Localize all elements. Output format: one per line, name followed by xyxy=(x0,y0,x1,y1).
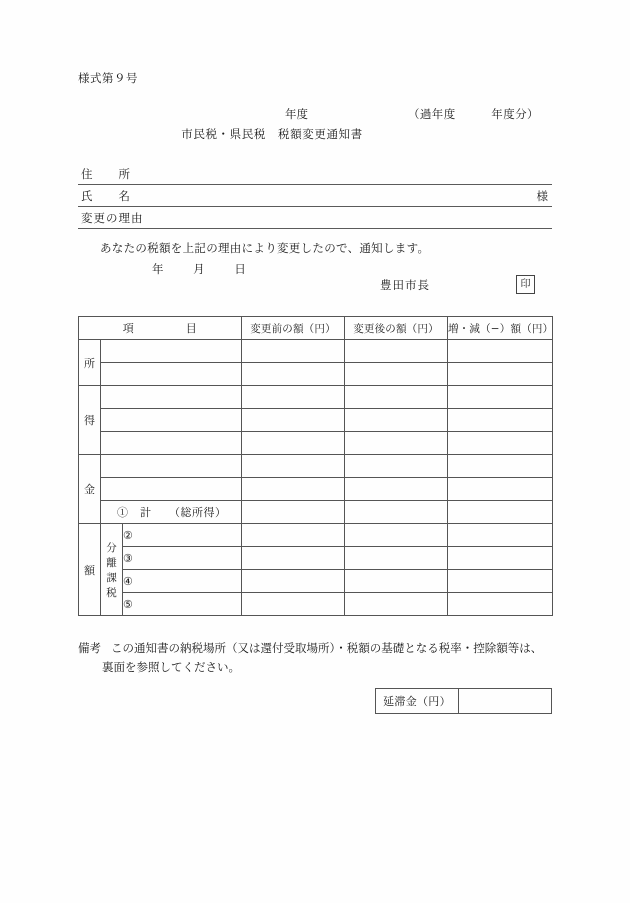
diff-cell[interactable] xyxy=(448,363,553,386)
tax-change-table xyxy=(78,316,553,616)
diff-cell[interactable] xyxy=(448,547,553,570)
separate-tax-char-3: 課 xyxy=(106,571,117,584)
before-cell[interactable] xyxy=(242,363,345,386)
after-cell[interactable] xyxy=(345,455,448,478)
before-cell[interactable] xyxy=(242,547,345,570)
item-cell[interactable] xyxy=(101,386,242,409)
vertical-label-toku: 得 xyxy=(79,386,101,455)
item-cell[interactable] xyxy=(101,455,242,478)
remarks-label: 備考 xyxy=(78,641,101,655)
item-cell[interactable] xyxy=(101,363,242,386)
diff-cell[interactable] xyxy=(448,570,553,593)
item-cell[interactable] xyxy=(101,478,242,501)
separate-row-label: ④ xyxy=(123,570,242,593)
header-item-left: 項 xyxy=(122,322,135,335)
diff-cell[interactable] xyxy=(448,432,553,455)
remarks-line-1: この通知書の納税場所（又は還付受取場所）・税額の基礎となる税率・控除額等は、 xyxy=(111,641,543,655)
penalty-value-cell[interactable] xyxy=(459,689,552,714)
after-cell[interactable] xyxy=(345,524,448,547)
after-cell[interactable] xyxy=(345,432,448,455)
vertical-label-kin: 金 xyxy=(79,455,101,524)
before-cell[interactable] xyxy=(242,570,345,593)
after-cell[interactable] xyxy=(345,593,448,616)
before-cell[interactable] xyxy=(242,593,345,616)
item-cell[interactable] xyxy=(101,409,242,432)
diff-cell[interactable] xyxy=(448,386,553,409)
header-item xyxy=(79,317,242,340)
name-field[interactable] xyxy=(78,186,552,207)
after-cell[interactable] xyxy=(345,478,448,501)
total-before-cell[interactable] xyxy=(242,501,345,524)
header-item-right: 目 xyxy=(185,322,198,335)
penalty-table xyxy=(375,688,552,714)
after-cell[interactable] xyxy=(345,570,448,593)
table-row xyxy=(79,455,553,478)
separate-tax-label xyxy=(101,524,123,616)
fiscal-year-label: 年度 xyxy=(285,107,308,121)
diff-cell[interactable] xyxy=(448,593,553,616)
penalty-row xyxy=(376,689,552,714)
header-after: 変更後の額（円） xyxy=(345,317,448,340)
separate-tax-row xyxy=(79,593,553,616)
total-diff-cell[interactable] xyxy=(448,501,553,524)
before-cell[interactable] xyxy=(242,409,345,432)
issuer-name: 豊田市長 xyxy=(380,278,430,292)
diff-cell[interactable] xyxy=(448,340,553,363)
total-after-cell[interactable] xyxy=(345,501,448,524)
total-label: ① 計 （総所得） xyxy=(101,501,242,524)
penalty-label: 延滞金（円） xyxy=(376,689,459,714)
after-cell[interactable] xyxy=(345,409,448,432)
header-diff: 増・減（−）額（円） xyxy=(448,317,553,340)
address-label: 住 所 xyxy=(81,167,131,181)
vertical-label-gaku: 額 xyxy=(79,524,101,616)
table-row xyxy=(79,363,553,386)
after-cell[interactable] xyxy=(345,547,448,570)
before-cell[interactable] xyxy=(242,478,345,501)
document-title: 市民税・県民税 税額変更通知書 xyxy=(181,127,363,141)
before-cell[interactable] xyxy=(242,455,345,478)
remarks-section xyxy=(78,639,558,677)
reason-field[interactable] xyxy=(78,208,552,229)
separate-tax-row xyxy=(79,524,553,547)
separate-tax-char-4: 税 xyxy=(106,586,117,599)
date-day-label: 日 xyxy=(234,262,246,276)
name-label: 氏 名 xyxy=(81,189,131,203)
before-cell[interactable] xyxy=(242,340,345,363)
separate-row-label: ② xyxy=(123,524,242,547)
header-before: 変更前の額（円） xyxy=(242,317,345,340)
table-row xyxy=(79,432,553,455)
reason-label: 変更の理由 xyxy=(81,211,144,225)
before-cell[interactable] xyxy=(242,524,345,547)
item-cell[interactable] xyxy=(101,340,242,363)
after-cell[interactable] xyxy=(345,340,448,363)
date-line[interactable] xyxy=(152,261,246,277)
diff-cell[interactable] xyxy=(448,478,553,501)
previous-year-note: （過年度 年度分） xyxy=(408,107,539,121)
before-cell[interactable] xyxy=(242,386,345,409)
diff-cell[interactable] xyxy=(448,409,553,432)
after-cell[interactable] xyxy=(345,386,448,409)
date-year-label: 年 xyxy=(152,262,164,276)
table-row xyxy=(79,386,553,409)
diff-cell[interactable] xyxy=(448,455,553,478)
separate-tax-char-1: 分 xyxy=(106,541,117,554)
item-cell[interactable] xyxy=(101,432,242,455)
seal-icon: 印 xyxy=(516,275,535,294)
separate-row-label: ③ xyxy=(123,547,242,570)
diff-cell[interactable] xyxy=(448,524,553,547)
table-row xyxy=(79,340,553,363)
separate-tax-row xyxy=(79,547,553,570)
vertical-label-sho: 所 xyxy=(79,340,101,386)
total-row xyxy=(79,501,553,524)
remarks-line-2: 裏面を参照してください。 xyxy=(102,660,240,674)
notice-text: あなたの税額を上記の理由により変更したので、通知します。 xyxy=(100,241,430,255)
form-number: 様式第９号 xyxy=(78,71,138,85)
name-honorific: 様 xyxy=(536,189,548,203)
table-header-row xyxy=(79,317,553,340)
separate-row-label: ⑤ xyxy=(123,593,242,616)
address-field[interactable] xyxy=(78,164,552,185)
separate-tax-row xyxy=(79,570,553,593)
before-cell[interactable] xyxy=(242,432,345,455)
separate-tax-char-2: 離 xyxy=(106,556,117,569)
table-row xyxy=(79,478,553,501)
after-cell[interactable] xyxy=(345,363,448,386)
date-month-label: 月 xyxy=(193,262,205,276)
table-row xyxy=(79,409,553,432)
